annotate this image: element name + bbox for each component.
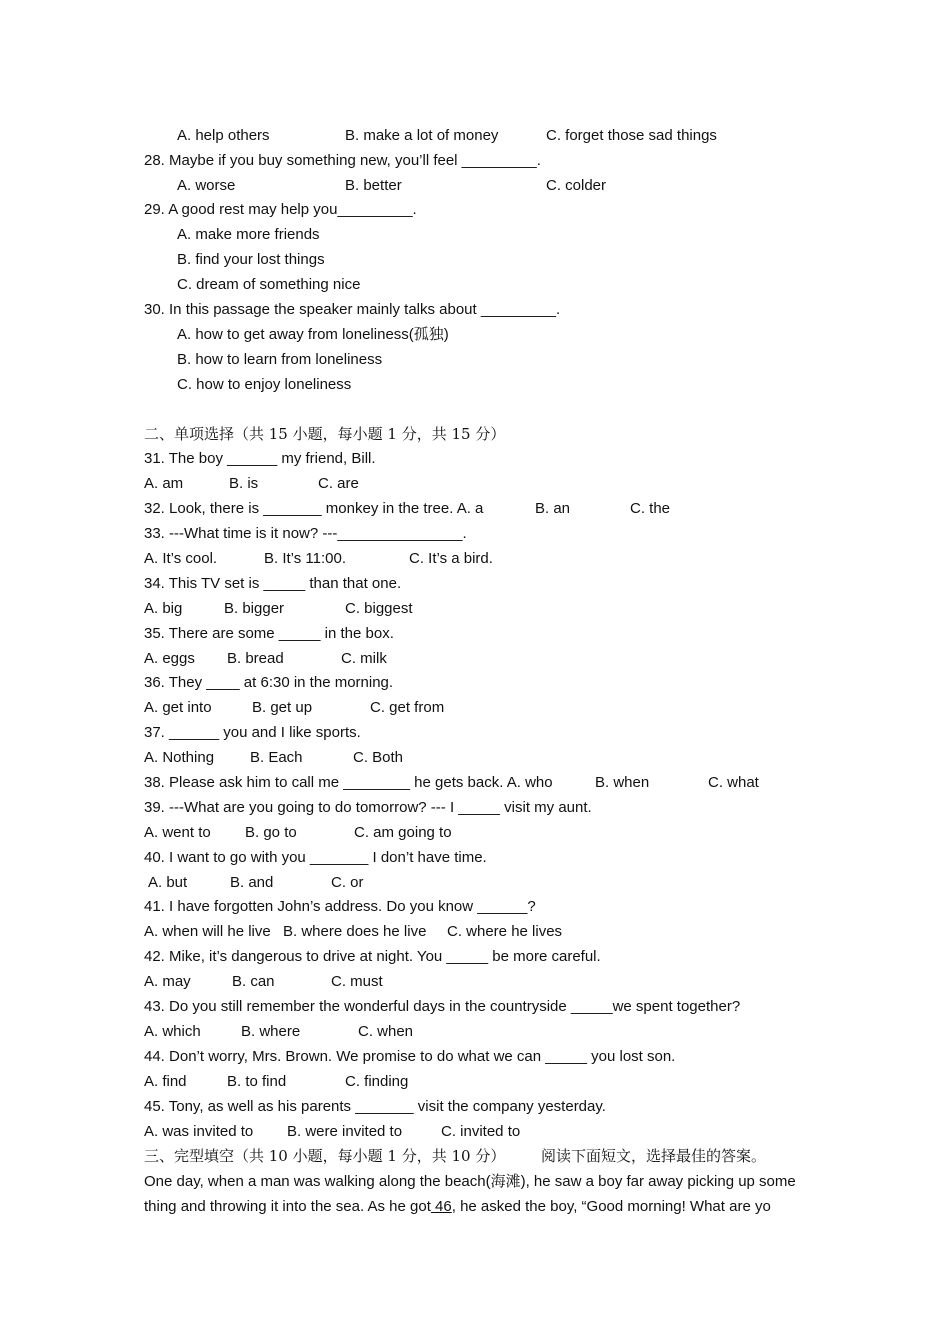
q38-option-c: C. what (708, 774, 759, 791)
q36-option-a: A. get into (144, 699, 212, 716)
q37-option-a: A. Nothing (144, 749, 215, 766)
q30-option-a: A. how to get away from loneliness(孤独) (177, 326, 449, 343)
passage-line-1: One day, when a man was walking along the beach(海滩), he saw a boy far away picking up some (144, 1173, 796, 1190)
q27-option-b: B. make a lot of money (345, 127, 499, 144)
q32-option-c: C. the (630, 500, 671, 517)
q43-option-c: C. when (358, 1023, 414, 1040)
q33-option-c: C. It’s a bird. (409, 550, 493, 567)
q30-option-b: B. how to learn from loneliness (177, 351, 383, 368)
q28-option-b: B. better (345, 177, 402, 194)
q36-option-b: B. get up (252, 699, 313, 716)
q36-stem: 36. They ____ at 6:30 in the morning. (144, 674, 394, 691)
q33-option-a: A. It’s cool. (144, 550, 218, 567)
q37-option-c: C. Both (353, 749, 404, 766)
q37-stem: 37. ______ you and I like sports. (144, 724, 361, 741)
q34-option-a: A. big (144, 600, 183, 617)
q42-option-a: A. may (144, 973, 191, 990)
section2-heading: 二、单项选择（共 15 小题，每小题 1 分，共 15 分） (144, 425, 506, 443)
q44-option-b: B. to find (227, 1073, 287, 1090)
q41-option-c: C. where he lives (447, 923, 563, 940)
q42-stem: 42. Mike, it’s dangerous to drive at night. You _____ be more careful. (144, 948, 601, 965)
q34-stem: 34. This TV set is _____ than that one. (144, 575, 402, 592)
q44-option-a: A. find (144, 1073, 187, 1090)
q45-option-a: A. was invited to (144, 1123, 254, 1140)
q40-option-a: A. but (148, 874, 188, 891)
q38-stem: 38. Please ask him to call me ________ he gets back. A. who (144, 774, 553, 791)
q44-option-c: C. finding (345, 1073, 409, 1090)
q31-option-b: B. is (229, 475, 259, 492)
q45-stem: 45. Tony, as well as his parents _______ visit the company yesterday. (144, 1098, 606, 1115)
q32-option-b: B. an (535, 500, 571, 517)
q39-stem: 39. ---What are you going to do tomorrow? --- I _____ visit my aunt. (144, 799, 592, 816)
q43-option-b: B. where (241, 1023, 301, 1040)
q33-option-b: B. It’s 11:00. (264, 550, 346, 567)
q30-stem: 30. In this passage the speaker mainly talks about _________. (144, 301, 561, 318)
q43-option-a: A. which (144, 1023, 201, 1040)
q41-option-a: A. when will he live (144, 923, 271, 940)
q29-option-c: C. dream of something nice (177, 276, 361, 293)
passage-line-2 (144, 1197, 771, 1217)
q32-stem: 32. Look, there is _______ monkey in the tree. A. a (144, 500, 484, 517)
passage-line-2-start: thing and throwing it into the sea. As he got (144, 1198, 431, 1215)
q29-option-b: B. find your lost things (177, 251, 325, 268)
q40-option-b: B. and (230, 874, 274, 891)
q41-option-b: B. where does he live (283, 923, 427, 940)
q33-stem: 33. ---What time is it now? ---_______________. (144, 525, 467, 542)
q35-option-a: A. eggs (144, 650, 195, 667)
q34-option-c: C. biggest (345, 600, 413, 617)
q27-option-a: A. help others (177, 127, 270, 144)
q35-option-c: C. milk (341, 650, 387, 667)
q29-stem: 29. A good rest may help you_________. (144, 201, 417, 218)
q45-option-c: C. invited to (441, 1123, 521, 1140)
q27-option-c: C. forget those sad things (546, 127, 717, 144)
q45-option-b: B. were invited to (287, 1123, 403, 1140)
q38-option-b: B. when (595, 774, 650, 791)
q31-option-a: A. am (144, 475, 184, 492)
q28-option-c: C. colder (546, 177, 607, 194)
q42-option-b: B. can (232, 973, 275, 990)
q40-stem: 40. I want to go with you _______ I don’t have time. (144, 849, 487, 866)
q28-option-a: A. worse (177, 177, 236, 194)
passage-line-2-end: , he asked the boy, “Good morning! What are yo (451, 1198, 771, 1215)
q28-stem: 28. Maybe if you buy something new, you’ll feel _________. (144, 152, 541, 169)
q42-option-c: C. must (331, 973, 383, 990)
q39-option-c: C. am going to (354, 824, 452, 841)
section3-heading: 三、完型填空（共 10 小题，每小题 1 分，共 10 分） (144, 1147, 506, 1165)
q39-option-a: A. went to (144, 824, 211, 841)
q30-option-c: C. how to enjoy loneliness (177, 376, 352, 393)
blank-46: 46 (430, 1198, 452, 1215)
q35-stem: 35. There are some _____ in the box. (144, 625, 394, 642)
q36-option-c: C. get from (370, 699, 445, 716)
q44-stem: 44. Don’t worry, Mrs. Brown. We promise to do what we can _____ you lost son. (144, 1048, 676, 1065)
section3-instruction: 阅读下面短文，选择最佳的答案。 (541, 1147, 767, 1165)
q39-option-b: B. go to (245, 824, 297, 841)
q43-stem: 43. Do you still remember the wonderful days in the countryside _____we spent together? (144, 998, 741, 1015)
q35-option-b: B. bread (227, 650, 284, 667)
q41-stem: 41. I have forgotten John’s address. Do you know ______? (144, 898, 536, 915)
q31-option-c: C. are (318, 475, 359, 492)
q31-stem: 31. The boy ______ my friend, Bill. (144, 450, 376, 467)
q40-option-c: C. or (331, 874, 364, 891)
q29-option-a: A. make more friends (177, 226, 320, 243)
q34-option-b: B. bigger (224, 600, 285, 617)
q37-option-b: B. Each (250, 749, 303, 766)
